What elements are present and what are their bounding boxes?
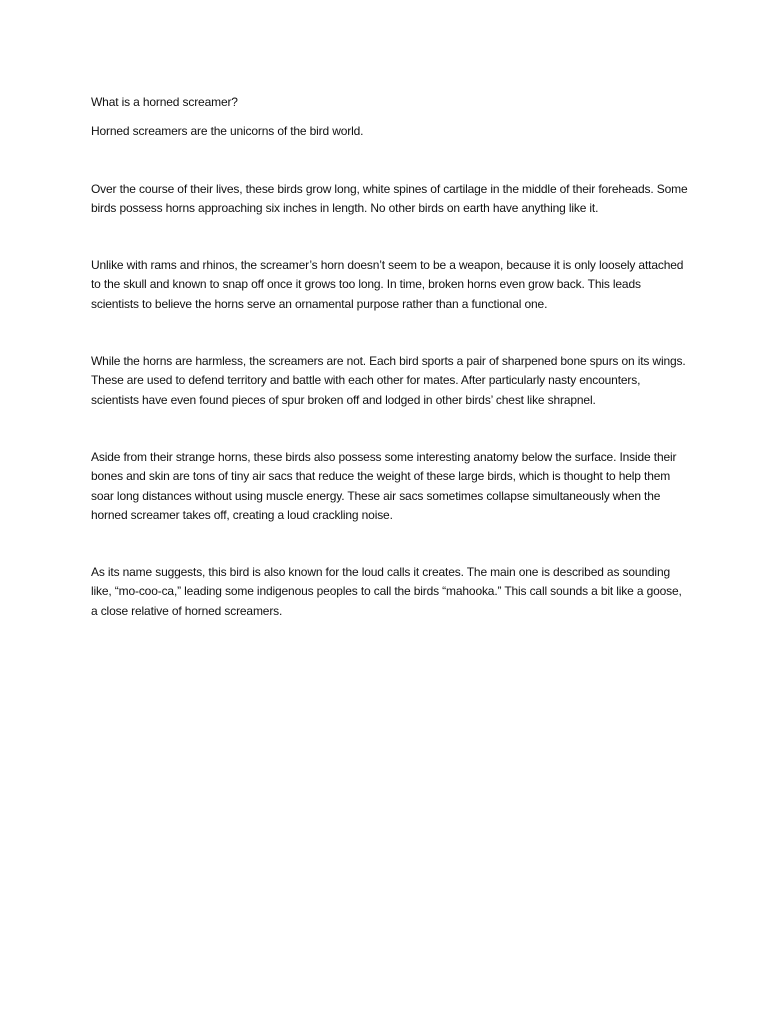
document-heading: What is a horned screamer? bbox=[91, 95, 238, 109]
paragraph-air-sacs: Aside from their strange horns, these birds also possess some interesting anatomy below the surface. Inside their bones and skin are tons of tiny air sacs that reduce the weight of these large birds, which is thought to help them soar long distances without using muscle energy. These air sacs sometimes collapse simultaneously when the horned screamer takes off, creating a loud crackling noise. bbox=[91, 449, 677, 522]
paragraph-horn-function: Unlike with rams and rhinos, the screamer’s horn doesn’t seem to be a weapon, because it is only loosely attached to the skull and known to snap off once it grows too long. In time, broken horns even grow back. This leads scientists to believe the horns serve an ornamental purpose rather than a functional one. bbox=[91, 258, 684, 311]
paragraph-spines: Over the course of their lives, these birds grow long, white spines of cartilage in the middle of their foreheads. Some birds possess horns approaching six inches in length. No other birds on earth have anything like it. bbox=[91, 181, 688, 215]
paragraph-intro: Horned screamers are the unicorns of the bird world. bbox=[91, 124, 364, 139]
paragraph-calls: As its name suggests, this bird is also known for the loud calls it creates. The main one is described as sounding like, “mo-coo-ca,” leading some indigenous peoples to call the birds “mahooka.” This call sounds a bit like a goose, a close relative of horned screamers. bbox=[91, 565, 682, 618]
document-body bbox=[91, 93, 691, 659]
paragraph-bone-spurs: While the horns are harmless, the screamers are not. Each bird sports a pair of sharpened bone spurs on its wings. These are used to defend territory and battle with each other for mates. After particularly nasty encounters, scientists have even found pieces of spur broken off and lodged in other birds’ chest like shrapnel. bbox=[91, 354, 686, 407]
